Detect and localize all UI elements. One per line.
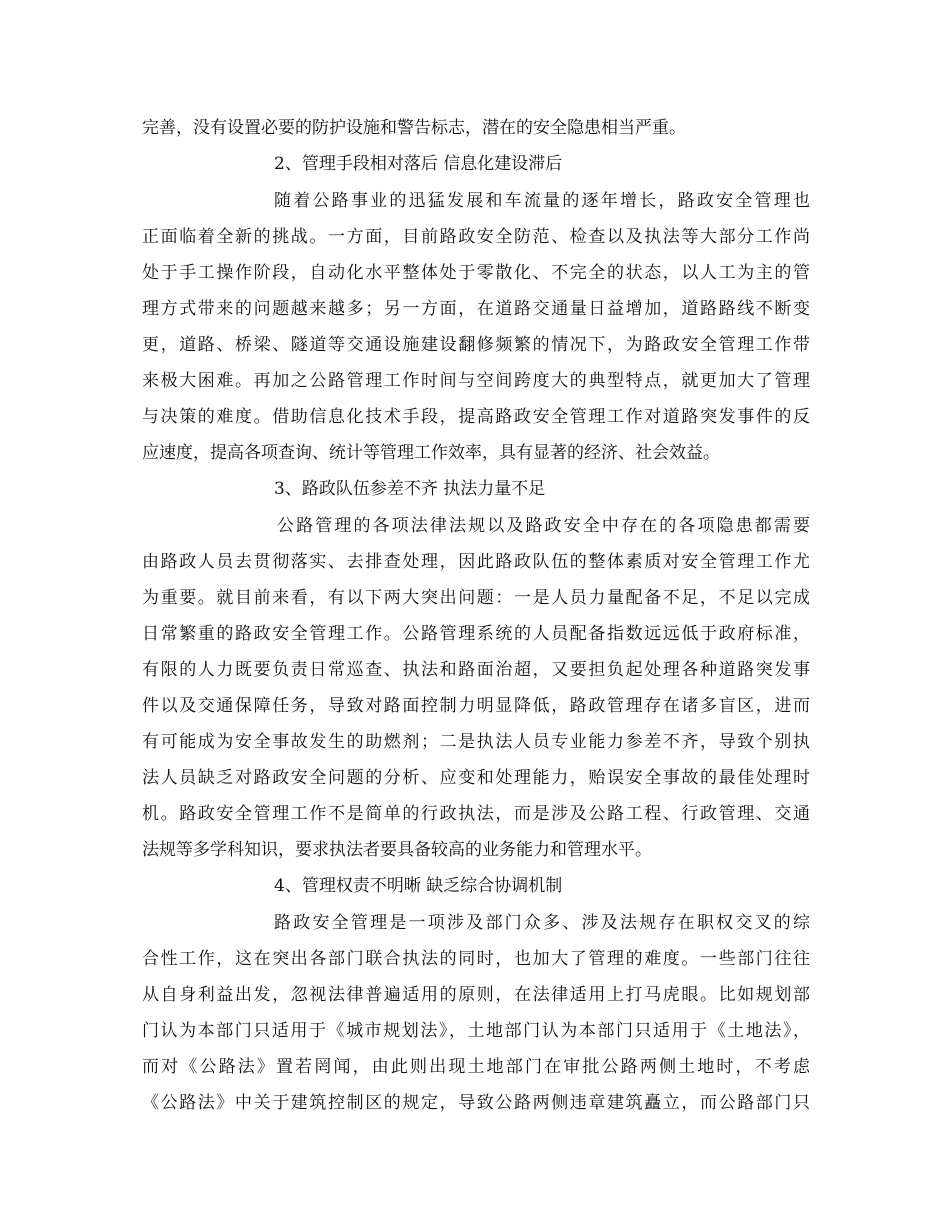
paragraph-line: 应速度，提高各项查询、统计等管理工作效率，具有显著的经济、社会效益。 <box>142 443 720 463</box>
paragraph-first-line: 随着公路事业的迅猛发展和车流量的逐年增长，路政安全管理也 <box>274 191 810 211</box>
section-heading: 2、管理手段相对落后 信息化建设滞后 <box>274 154 563 174</box>
paragraph-line: 法人员缺乏对路政安全问题的分析、应变和处理能力，贻误安全事故的最佳处理时 <box>142 768 810 788</box>
paragraph-line: 门认为本部门只适用于《城市规划法》，土地部门认为本部门只适用于《土地法》， <box>142 1021 810 1041</box>
paragraph-line: 机。路政安全管理工作不是简单的行政执法，而是涉及公路工程、行政管理、交通 <box>142 804 810 824</box>
paragraph-line: 与决策的难度。借助信息化技术手段，提高路政安全管理工作对道路突发事件的反 <box>142 407 810 427</box>
paragraph-line: 有可能成为安全事故发生的助燃剂；二是执法人员专业能力参差不齐，导致个别执 <box>142 732 810 752</box>
section-heading: 4、管理权责不明晰 缺乏综合协调机制 <box>274 876 563 896</box>
paragraph-line: 合性工作，这在突出各部门联合执法的同时，也加大了管理的难度。一些部门往往 <box>142 949 810 969</box>
paragraph-line: 更，道路、桥梁、隧道等交通设施建设翻修频繁的情况下，为路政安全管理工作带 <box>142 335 810 355</box>
paragraph-line: 件以及交通保障任务，导致对路面控制力明显降低，路政管理存在诸多盲区，进而 <box>142 696 810 716</box>
paragraph-line: 为重要。就目前来看，有以下两大突出问题：一是人员力量配备不足，不足以完成 <box>142 588 810 608</box>
paragraph-line: 有限的人力既要负责日常巡查、执法和路面治超，又要担负起处理各种道路突发事 <box>142 660 810 680</box>
paragraph-line: 而对《公路法》置若罔闻，由此则出现土地部门在审批公路两侧土地时，不考虑 <box>142 1057 810 1077</box>
paragraph-line: 正面临着全新的挑战。一方面，目前路政安全防范、检查以及执法等大部分工作尚 <box>142 227 810 247</box>
paragraph-first-line: 公路管理的各项法律法规以及路政安全中存在的各项隐患都需要 <box>277 516 810 536</box>
paragraph-line: 日常繁重的路政安全管理工作。公路管理系统的人员配备指数远远低于政府标准， <box>142 624 810 644</box>
paragraph-line: 处于手工操作阶段，自动化水平整体处于零散化、不完全的状态，以人工为主的管 <box>142 263 810 283</box>
section-heading: 3、路政队伍参差不齐 执法力量不足 <box>274 479 546 499</box>
paragraph-line: 理方式带来的问题越来越多；另一方面，在道路交通量日益增加，道路路线不断变 <box>142 299 810 319</box>
paragraph-line: 《公路法》中关于建筑控制区的规定，导致公路两侧违章建筑矗立，而公路部门只 <box>142 1093 810 1113</box>
paragraph-line: 来极大困难。再加之公路管理工作时间与空间跨度大的典型特点，就更加大了管理 <box>142 371 810 391</box>
paragraph-line: 由路政人员去贯彻落实、去排查处理，因此路政队伍的整体素质对安全管理工作尤 <box>142 552 810 572</box>
paragraph-line: 法规等多学科知识，要求执法者要具备较高的业务能力和管理水平。 <box>142 840 652 860</box>
paragraph-line: 完善，没有设置必要的防护设施和警告标志，潜在的安全隐患相当严重。 <box>142 118 686 138</box>
paragraph-line: 从自身利益出发，忽视法律普遍适用的原则，在法律适用上打马虎眼。比如规划部 <box>142 985 810 1005</box>
paragraph-first-line: 路政安全管理是一项涉及部门众多、涉及法规存在职权交叉的综 <box>274 913 810 933</box>
